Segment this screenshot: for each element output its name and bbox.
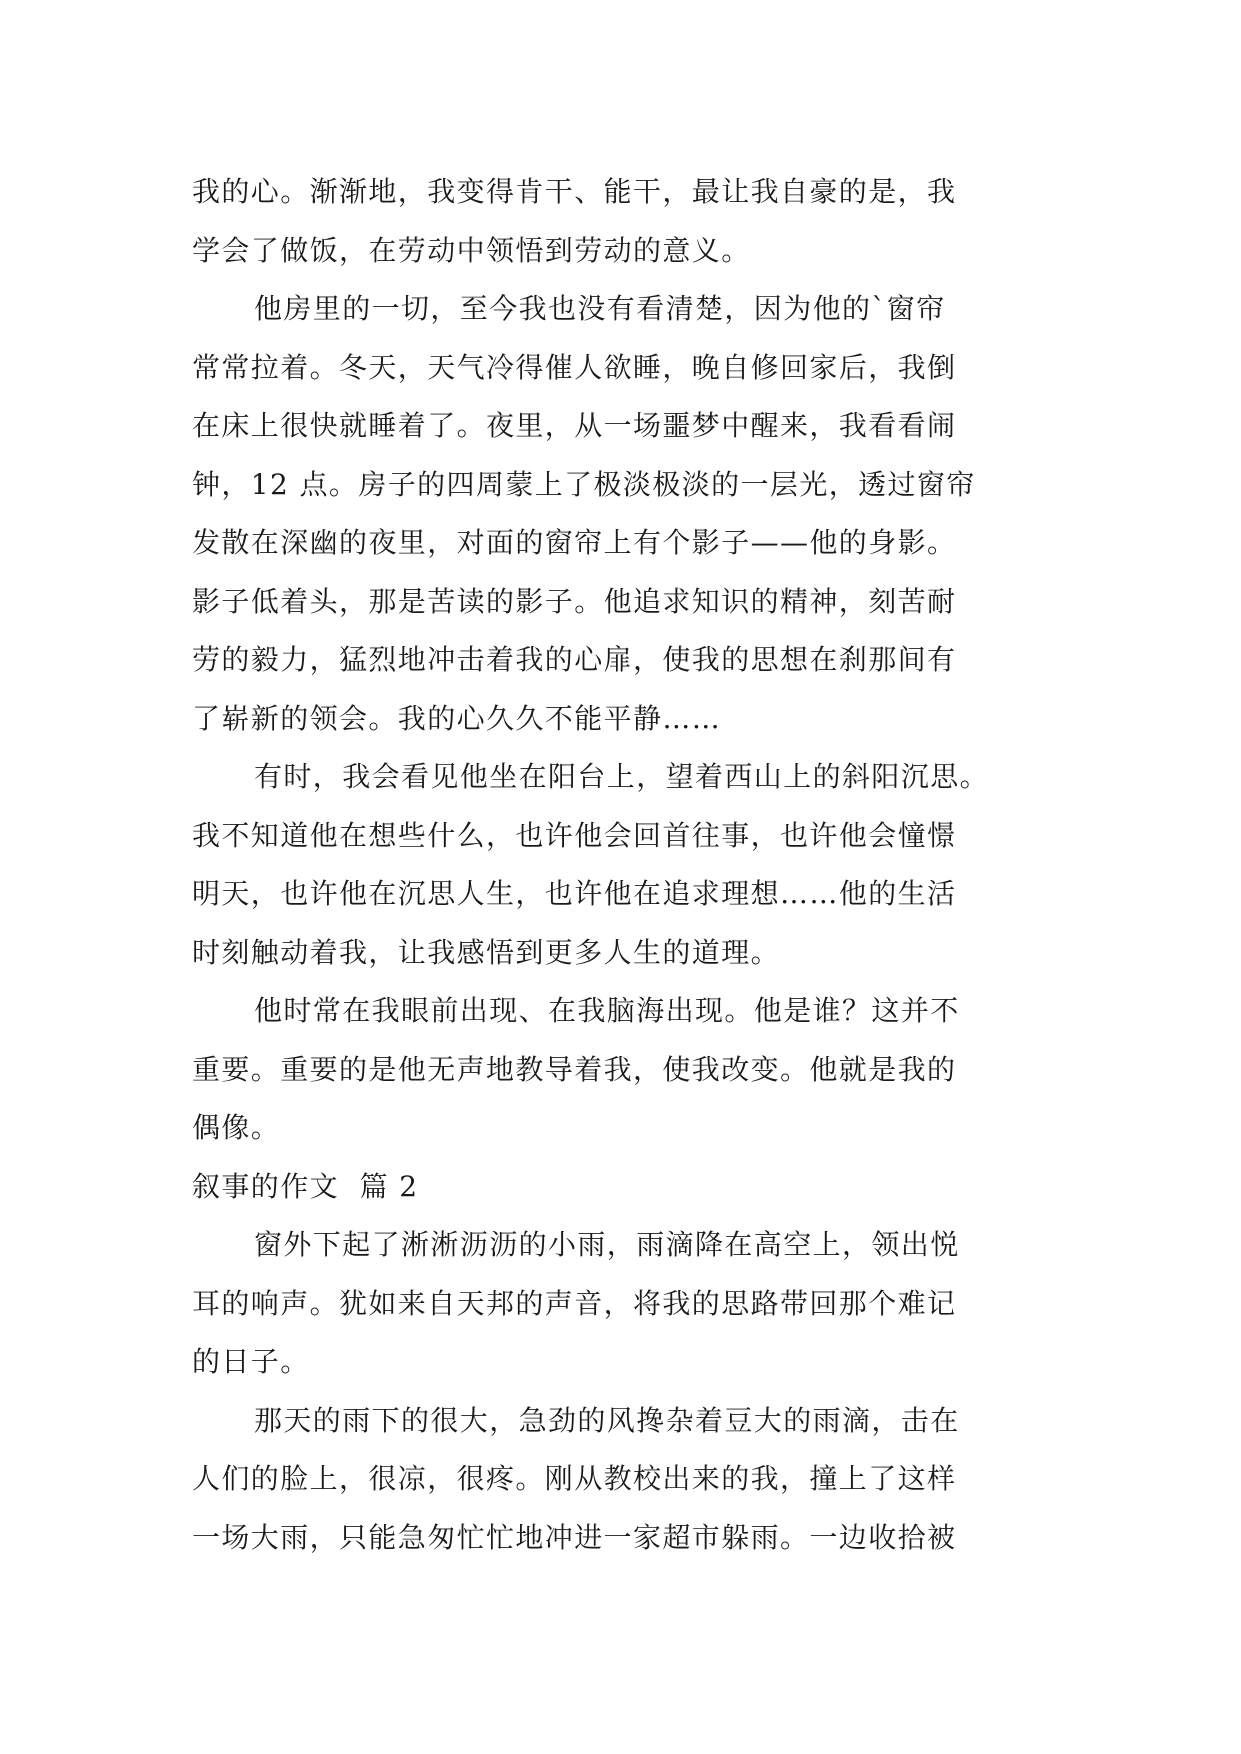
text-line: 钟，12 点。房子的四周蒙上了极淡极淡的一层光，透过窗帘	[192, 467, 976, 501]
text-line: 他时常在我眼前出现、在我脑海出现。他是谁？这并不	[254, 994, 960, 1027]
section-heading: 叙事的作文 篇 2	[192, 1169, 419, 1203]
text-line: 偶像。	[192, 1111, 281, 1144]
text-line: 明天，也许他在沉思人生，也许他在追求理想……他的生活	[192, 877, 957, 910]
text-line: 我不知道他在想些什么，也许他会回首往事，也许他会憧憬	[192, 818, 957, 852]
text-line: 发散在深幽的夜里，对面的窗帘上有个影子——他的身影。	[192, 526, 957, 559]
text-line: 劳的毅力，猛烈地冲击着我的心扉，使我的思想在刹那间有	[192, 643, 957, 676]
document-body	[192, 163, 1057, 1567]
paragraph	[192, 1392, 1057, 1568]
text-line: 他房里的一切，至今我也没有看清楚，因为他的`窗帘	[254, 292, 946, 325]
text-line: 时刻触动着我，让我感悟到更多人生的道理。	[192, 935, 781, 969]
text-line: 的日子。	[192, 1345, 310, 1378]
paragraph	[192, 1216, 1057, 1392]
text-line: 了崭新的领会。我的心久久不能平静……	[192, 701, 722, 735]
text-line: 我的心。渐渐地，我变得肯干、能干，最让我自豪的是，我	[192, 175, 957, 208]
text-line: 影子低着头，那是苦读的影子。他追求知识的精神，刻苦耐	[192, 584, 957, 618]
text-line: 在床上很快就睡着了。夜里，从一场噩梦中醒来，我看看闹	[192, 409, 957, 442]
text-line: 常常拉着。冬天，天气冷得催人欲睡，晚自修回家后，我倒	[192, 350, 957, 384]
text-line: 耳的响声。犹如来自天邦的声音，将我的思路带回那个难记	[192, 1286, 957, 1320]
text-line: 窗外下起了淅淅沥沥的小雨，雨滴降在高空上，领出悦	[254, 1228, 960, 1261]
text-line: 有时，我会看见他坐在阳台上，望着西山上的斜阳沉思。	[254, 760, 990, 793]
text-line: 学会了做饭，在劳动中领悟到劳动的意义。	[192, 233, 751, 267]
paragraph	[192, 748, 1057, 982]
text-line: 一场大雨，只能急匆忙忙地冲进一家超市躲雨。一边收拾被	[192, 1520, 957, 1554]
text-line: 重要。重要的是他无声地教导着我，使我改变。他就是我的	[192, 1052, 957, 1086]
paragraph	[192, 163, 1057, 280]
paragraph	[192, 982, 1057, 1158]
text-line: 那天的雨下的很大，急劲的风搀杂着豆大的雨滴，击在	[254, 1403, 960, 1437]
text-line: 人们的脸上，很凉，很疼。刚从教校出来的我，撞上了这样	[192, 1462, 957, 1495]
paragraph	[192, 280, 1057, 748]
